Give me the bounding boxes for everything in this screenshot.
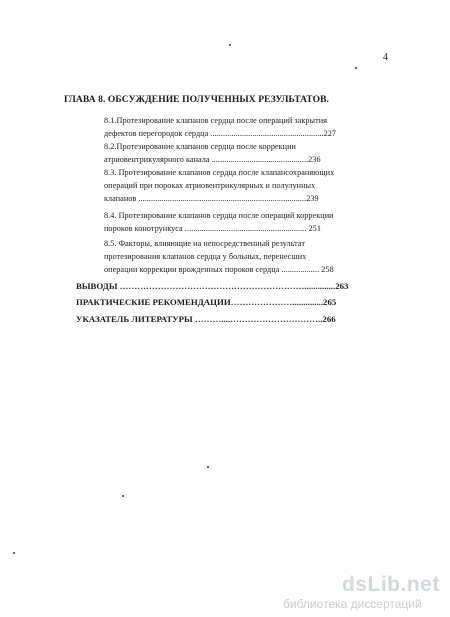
toc-entry-8-5-line-3: операции коррекции врожденных пороков сердца .................. 258 xyxy=(104,265,334,274)
scan-speck xyxy=(355,67,357,69)
toc-entry-references: УКАЗАТЕЛЬ ЛИТЕРАТУРЫ ………....…………………………..266 xyxy=(76,314,336,324)
scan-speck xyxy=(207,466,209,468)
toc-entry-8-5-line-2: протезирования клапанов сердца у больных, перенесших xyxy=(104,252,307,261)
scan-speck xyxy=(229,44,231,46)
toc-entry-8-4-line-2: пороков конотрункуса .......................................................... 251 xyxy=(104,224,321,233)
watermark-subtitle: библиотека диссертаций xyxy=(283,597,422,611)
toc-entry-conclusions: ВЫВОДЫ ………………………………………………………..............263 xyxy=(76,281,349,291)
watermark-logo: dsLib.net xyxy=(342,573,440,596)
page-number: 4 xyxy=(383,52,388,63)
toc-entry-8-1-line-2: дефектов перегородок сердца ......................................................227 xyxy=(104,129,337,138)
toc-entry-8-5-line-1: 8.5. Факторы, влияющие на непосредственный результат xyxy=(104,239,305,248)
toc-entry-8-4-line-1: 8.4. Протезирование клапанов сердца после операций коррекции xyxy=(104,211,334,220)
toc-entry-8-2-line-1: 8.2.Протезирование клапанов сердца после коррекции xyxy=(104,142,296,151)
toc-entry-8-3-line-2: операций при пороках атриовентрикулярных и полулунных xyxy=(104,181,316,190)
scan-speck xyxy=(122,495,124,497)
toc-entry-8-1-line-1: 8.1.Протезирование клапанов сердца после операций закрытия xyxy=(104,116,327,125)
toc-entry-8-3-line-1: 8.3. Протезирование клапанов сердца после клапансохраняющих xyxy=(104,168,335,177)
scan-speck xyxy=(13,552,15,554)
toc-entry-recommendations: ПРАКТИЧЕСКИЕ РЕКОМЕНДАЦИИ…………………..............265 xyxy=(76,297,337,307)
toc-entry-8-2-line-2: атриовентрикулярного канала ..............................................236 xyxy=(104,155,321,164)
chapter-heading: ГЛАВА 8. ОБСУЖДЕНИЕ ПОЛУЧЕННЫХ РЕЗУЛЬТАТОВ. xyxy=(64,95,329,105)
toc-entry-8-3-line-3: клапанов ................................................................................239 xyxy=(104,194,319,203)
